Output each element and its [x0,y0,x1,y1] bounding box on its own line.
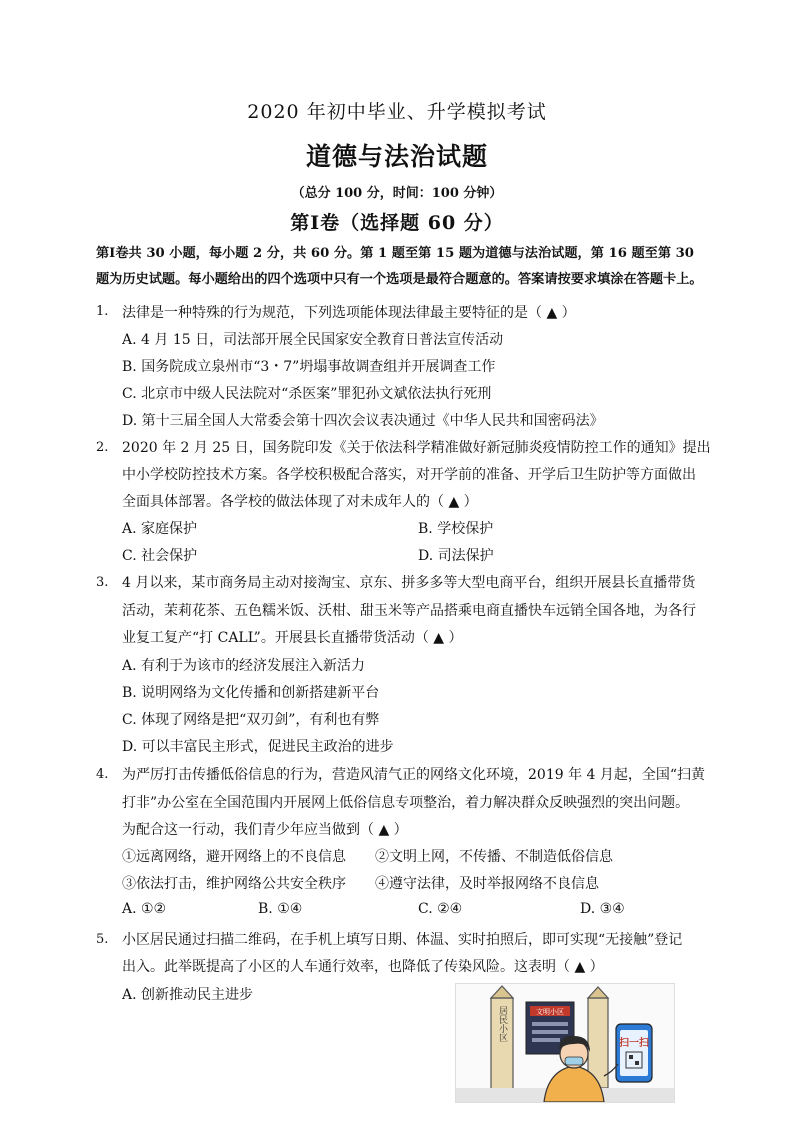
question-stem: 2020 年 2 月 25 日，国务院印发《关于依法科学精准做好新冠肺炎疫情防控工作的通知》提出 [122,440,711,456]
question-stem: 法律是一种特殊的行为规范，下列选项能体现法律最主要特征的是（ ▲ ） [122,305,576,321]
option: A. ①② [122,901,167,917]
instructions: 第Ⅰ卷共 30 小题，每小题 2 分，共 60 分。第 1 题至第 15 题为道德与法治试题，第 16 题至第 30 题为历史试题。每小题给出的四个选项中只有一个选项是最符合题意的。答案请按要求填涂在答题卡上。 [96,246,703,287]
question-stem: 小区居民通过扫描二维码，在手机上填写日期、体温、实时拍照后，即可实现“无接触”登记 [122,932,683,948]
option: B. 国务院成立泉州市“3・7”坍塌事故调查组并开展调查工作 [122,359,496,375]
question-number: 5. [96,932,109,947]
question-number: 3. [96,575,109,590]
option: D. ③④ [580,901,625,917]
option: C. 社会保护 [122,548,198,564]
question-stem: 全面具体部署。各学校的做法体现了对未成年人的（ ▲ ） [122,494,478,510]
question-stem: 为严厉打击传播低俗信息的行为，营造风清气正的网络文化环境，2019 年 4 月起，全国“扫黄 [122,767,706,783]
question-stem: 为配合这一行动，我们青少年应当做到（ ▲ ） [122,822,408,838]
question-stem: 中小学校防控技术方案。各学校积极配合落实，对开学前的准备、开学后卫生防护等方面做出 [122,467,696,483]
statement: ②文明上网，不传播、不制造低俗信息 [375,849,613,865]
option: B. 学校保护 [418,521,494,537]
option: C. 北京市中级人民法院对“杀医案”罪犯孙文斌依法执行死刑 [122,386,492,402]
option: A. 4 月 15 日，司法部开展全民国家安全教育日普法宣传活动 [122,332,504,348]
option: A. 有利于为该市的经济发展注入新活力 [122,658,366,674]
option: C. 体现了网络是把“双刃剑”，有利也有弊 [122,712,380,728]
option: D. 第十三届全国人大常委会第十四次会议表决通过《中华人民共和国密码法》 [122,413,604,429]
option: B. ①④ [258,901,303,917]
option: C. ②④ [418,901,463,917]
question-stem: 出入。此举既提高了小区的人车通行效率，也降低了传染风险。这表明（ ▲ ） [122,959,604,975]
question-stem: 业复工复产“打 CALL”。开展县长直播带货活动（ ▲ ） [122,630,463,646]
option: B. 说明网络为文化传播和创新搭建新平台 [122,685,380,701]
exam-title: 2020 年初中毕业、升学模拟考试 [247,101,547,123]
exam-meta: （总分 100 分，时间：100 分钟） [291,186,503,201]
question-number: 1. [96,304,109,319]
subject-title: 道德与法治试题 [305,142,488,171]
gate-label: 居民小区 [497,1006,507,1042]
statement: ③依法打击，维护网络公共安全秩序 [122,876,346,892]
option: D. 可以丰富民主形式，促进民主政治的进步 [122,739,394,755]
option: D. 司法保护 [418,548,494,564]
section-title: 第Ⅰ卷（选择题 60 分） [290,212,504,234]
qr-scan-illustration [455,983,675,1103]
question-number: 4. [96,767,109,782]
phone-text: 扫一扫 [619,1038,649,1049]
sign-text: 文明小区 [536,1008,564,1016]
cartoon-image [456,984,674,1102]
statement: ④遵守法律，及时举报网络不良信息 [375,876,599,892]
question-stem: 打非”办公室在全国范围内开展网上低俗信息专项整治，着力解决群众反映强烈的突出问题。 [122,795,690,811]
question-stem: 活动，茉莉花茶、五色糯米饭、沃柑、甜玉米等产品搭乘电商直播快车远销全国各地，为各行 [122,603,696,619]
question-number: 2. [96,440,109,455]
question-stem: 4 月以来，某市商务局主动对接淘宝、京东、拼多多等大型电商平台，组织开展县长直播带货 [122,575,696,591]
option: A. 创新推动民主进步 [122,987,254,1003]
option: A. 家庭保护 [122,521,198,537]
statement: ①远离网络，避开网络上的不良信息 [122,849,346,865]
